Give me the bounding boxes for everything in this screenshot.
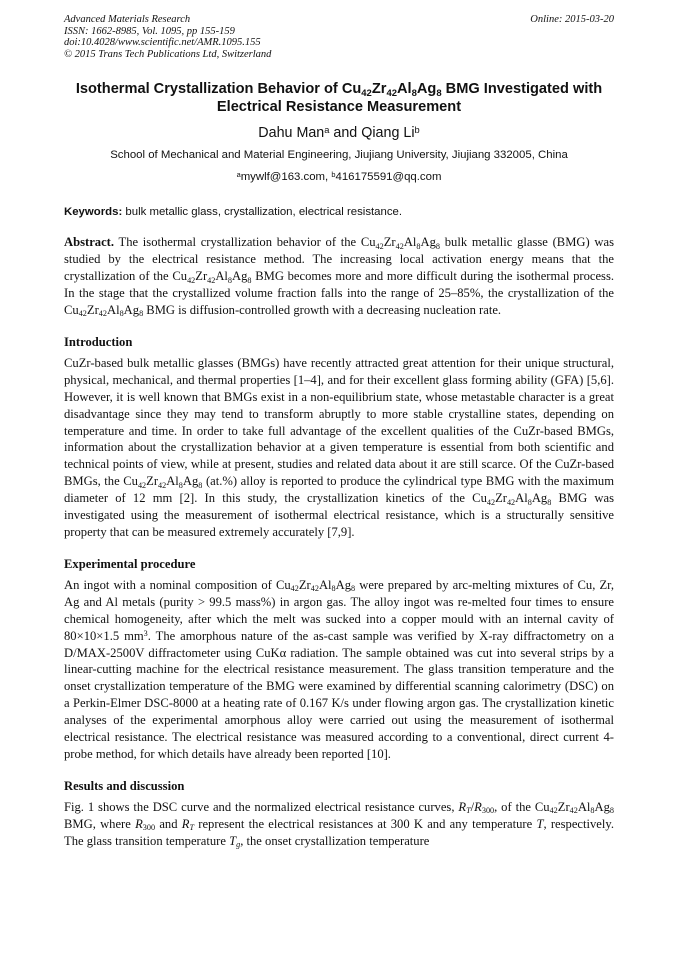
affiliation: School of Mechanical and Material Engineering, Jiujiang University, Jiujiang 332005, China [110,149,568,162]
section-heading-results: Results and discussion [64,778,185,793]
online-date: Online: 2015-03-20 [530,14,614,25]
journal-name: Advanced Materials Research [64,14,191,25]
keywords-label: Keywords: [64,206,123,219]
abstract: Abstract. The isothermal crystallization behavior of the $Cu_{42}Zr_{42}Al_8Ag_8$ bulk metallic glasse (BMG) was studied by the electrical resistance method. The increasing local activation energy means that the crystallization of the $Cu_{42}Zr_{42}Al_8Ag_8$ BMG becomes more and more difficult during the isothermal process. In the stage that the crystallized volume fraction falls into the range of 25–85%, the crystallization of the $Cu_{42}Zr_{42}Al_8Ag_8$ BMG is diffusion-controlled growth with a decreasing nucleation rate. [64,235,615,319]
author-name: Dahu Man [258,125,325,142]
email-link[interactable]: mywlf@163.com, [240,171,332,184]
section-heading-introduction: Introduction [64,334,133,349]
experimental-paragraph: An ingot with a nominal composition of $Cu_{42}Zr_{42}Al_8Ag_8$ were prepared by arc-melting mixtures of Cu, Zr, Ag and Al metals (purity > 99.5 mass%) in argon gas. The alloy ingot was re-melted four times to ensure chemical homogeneity, after which the melt was sucked into a copper mould with an internal cavity of 80×10×1.5 $mm^3$. The amorphous nature of the as-cast sample was verified by X-ray diffractometry on a D/MAX-2500V diffractometer using CuKα radiation. The sample obtained was cut into several strips by a linear-cutting machine for the electrical resistance measurement. The glass transition temperature and the onset crystallization temperature of the BMG were examined by differential scanning calorimetry (DSC) on a Perkin-Elmer DSC-8000 at a heating rate of 0.167 K/s under flowing argon gas. The crystallization kinetic analyses of the experimental amorphous alloy were carried out using the measurement of isothermal electrical resistance. The electrical resistance was measured according to a conventional, direct current 4-probe method, for which details have already been reported [10]. [64,577,615,761]
section-heading-experimental: Experimental procedure [64,556,196,571]
introduction-paragraph: CuZr-based bulk metallic glasses (BMGs) have recently attracted great attention for their unique structural, physical, mechanical, and thermal properties [1–4], and for their excellent glass forming ability (GFA) [5,6]. However, it is well known that BMGs exist in a non-equilibrium state, whose metastable character is a great disadvantage since they may tend to transform abruptly to more stable crystalline states, depending on temperature and time. In order to take full advantage of the excellent qualities of the CuZr-based BMGs, information about the crystallization behavior at a given temperature is essential from both scientific and technical points of view, while at present, studies and related data about it are still scarce. Of the CuZr-based BMGs, the $Cu_{42}Zr_{42}Al_8Ag_8$ (at.%) alloy is reported to produce the cylindrical type BMG with the maximum diameter of 12 mm [2]. In this study, the crystallization kinetics of the $Cu_{42}Zr_{42}Al_8Ag_8$ BMG was investigated using the measurement of isothermal electrical resistance, which is a structurally sensitive property that can be measured extremely accurately [7,9]. [64,355,614,539]
paper-title: Isothermal Crystallization Behavior of $Cu_{42}Zr_{42}Al_8Ag_8$ BMG Investigated with Electrical Resistance Measurement [75,81,603,116]
author-list: Dahu Man$^a$ and Qiang Li$^b$ [258,125,420,142]
author-emails: $^a$mywlf@163.com, $^b$416175591@qq.com [236,170,442,184]
doi-line[interactable]: doi:10.4028/www.scientific.net/AMR.1095.155 [64,37,261,49]
results-paragraph: Fig. 1 shows the DSC curve and the normalized electrical resistance curves, $R_T/R_{300}$, of the $Cu_{42}Zr_{42}Al_8Ag_8$ BMG, where $R_{300}$ and $R_T$ represent the electrical resistances at 300 K and any temperature T, respectively. The glass transition temperature $T_g$, the onset crystallization temperature [64,799,615,850]
copyright-line: © 2015 Trans Tech Publications Ltd, Switzerland [64,48,272,60]
journal-header [64,14,614,60]
author-name: Qiang Li [361,125,415,142]
paper-page [64,14,614,850]
abstract-label: Abstract. [64,235,115,250]
email-link[interactable]: 416175591@qq.com [335,171,442,184]
issn-line: ISSN: 1662-8985, Vol. 1095, pp 155-159 [64,25,235,37]
keywords: Keywords: bulk metallic glass, crystallization, electrical resistance. [64,206,403,219]
